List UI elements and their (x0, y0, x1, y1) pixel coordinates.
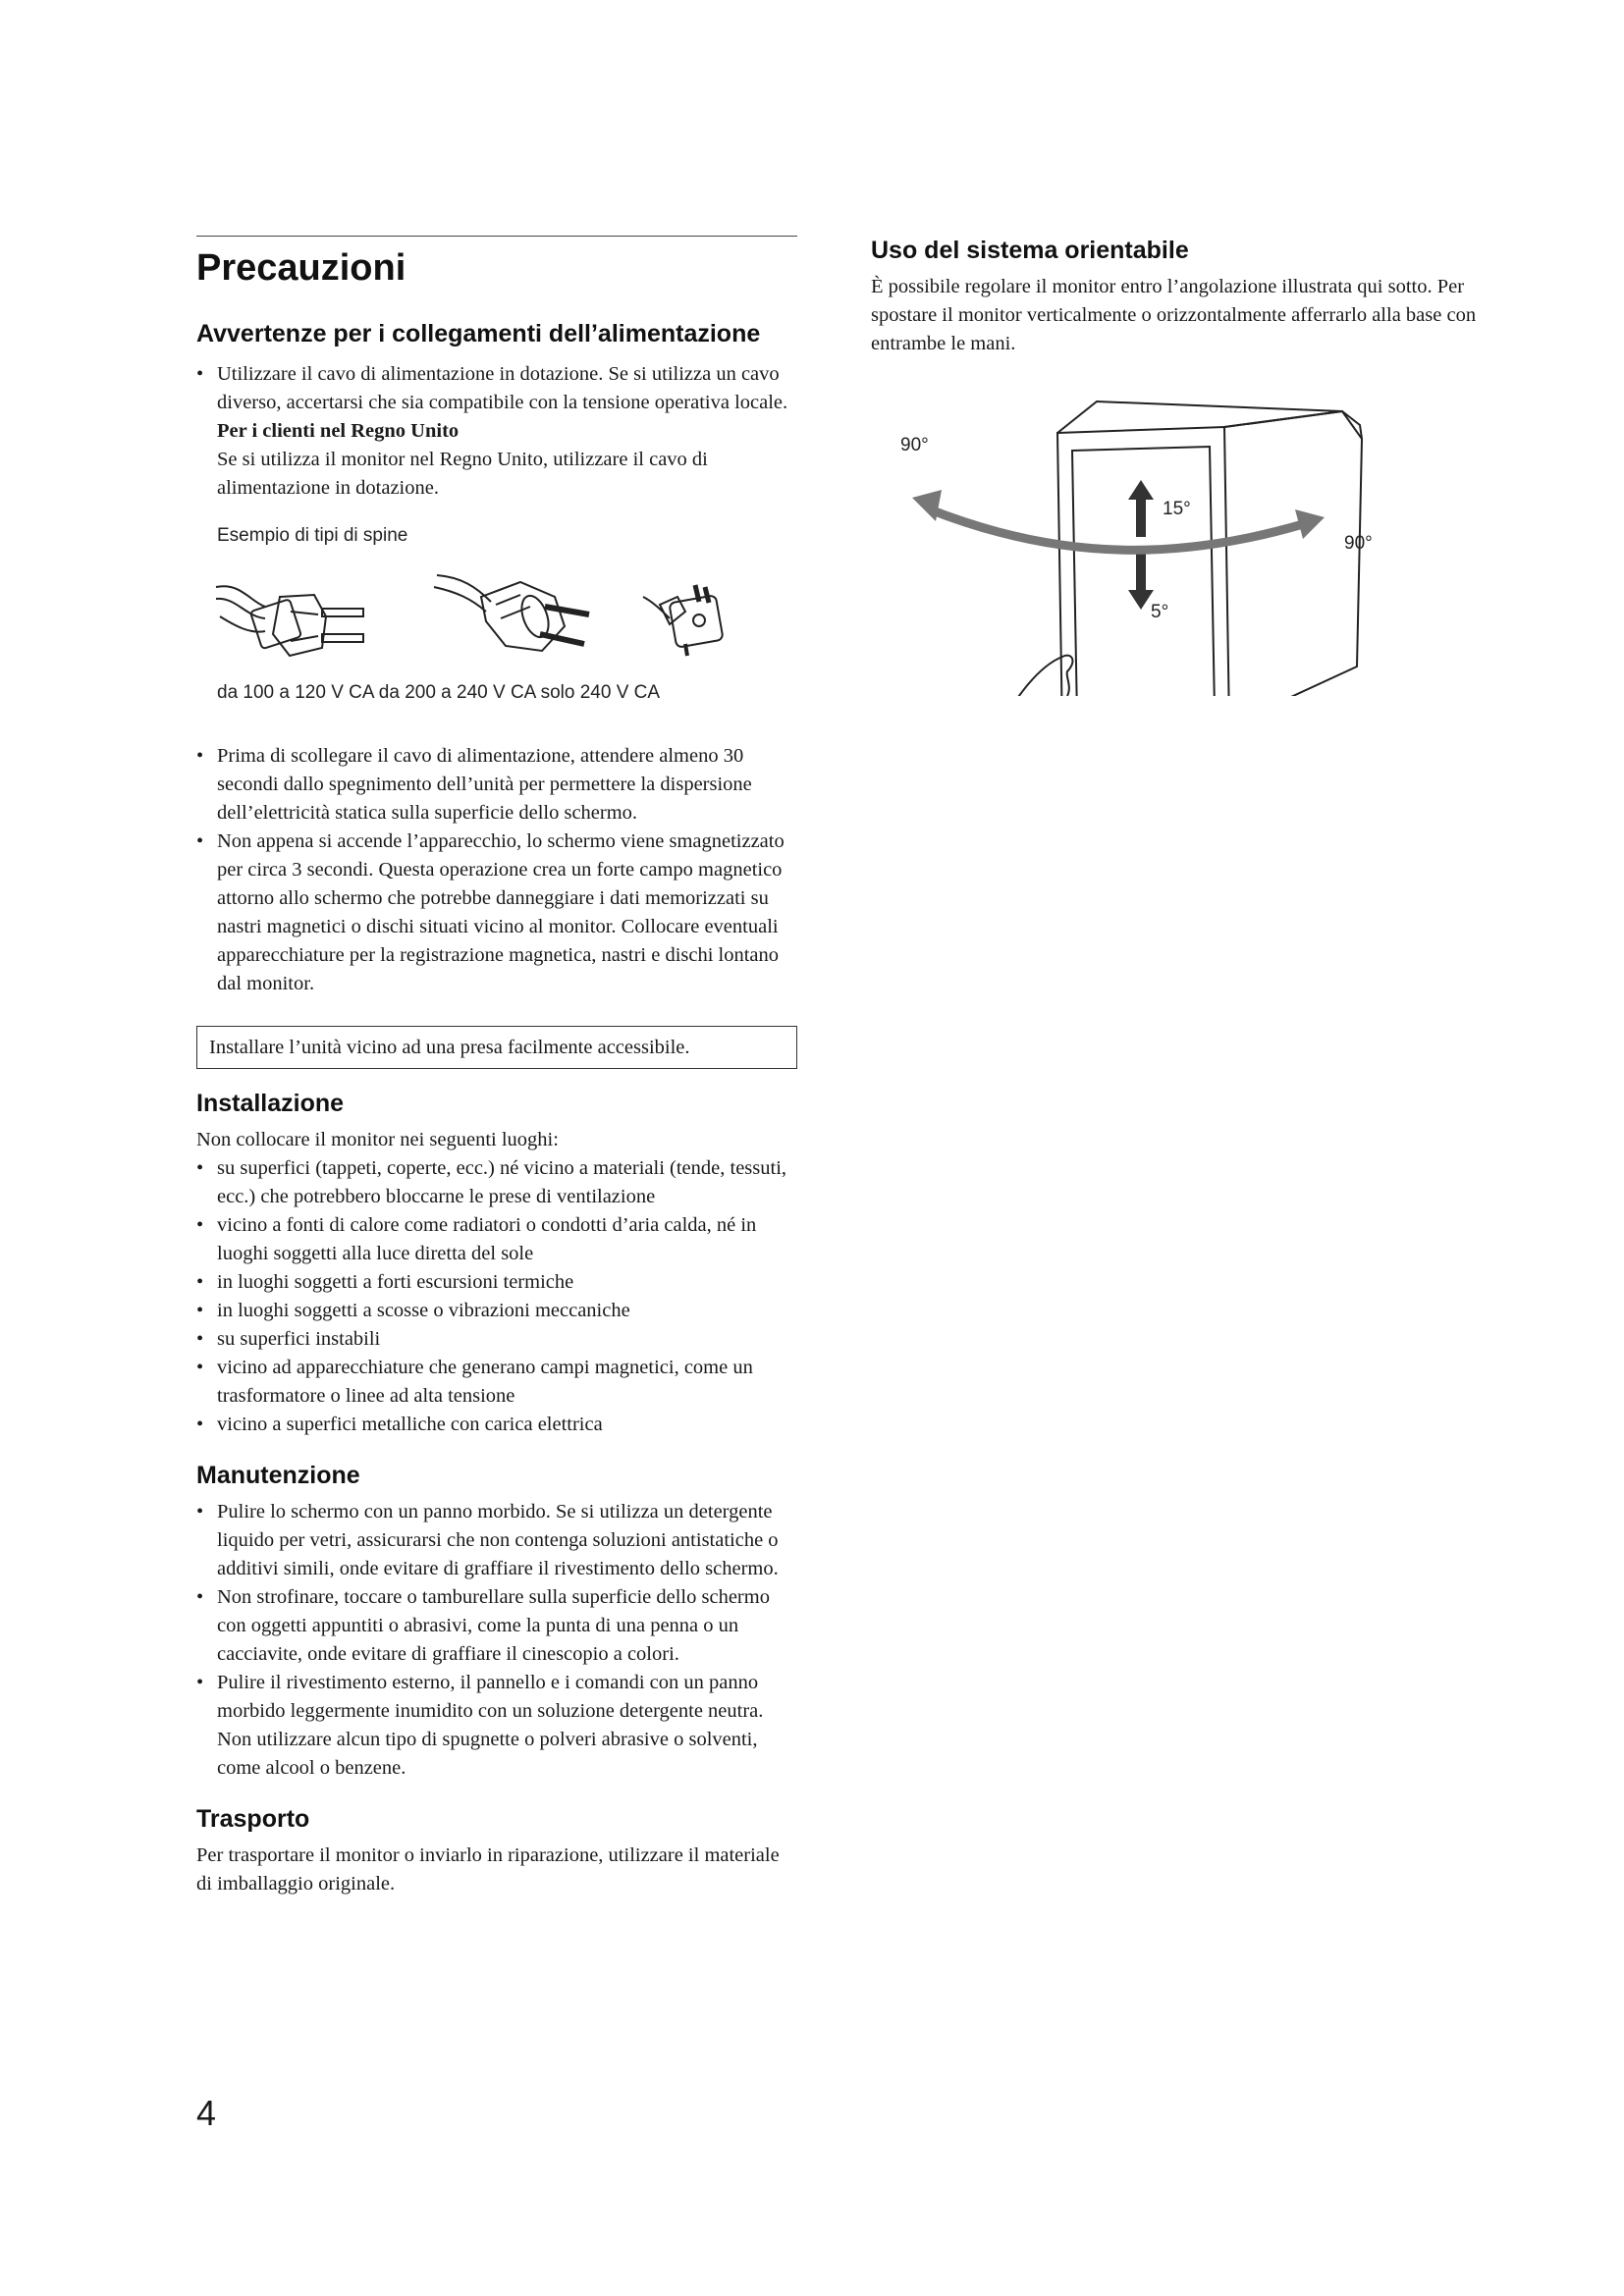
list-item: • vicino a fonti di calore come radiatori o condotti d’aria calda, né in luoghi soggetti alla luce diretta del sole (196, 1211, 797, 1268)
notice-box: Installare l’unità vicino ad una presa facilmente accessibile. (196, 1026, 797, 1069)
list-item: • in luoghi soggetti a forti escursioni termiche (196, 1268, 797, 1297)
plug-types-illustration (196, 558, 797, 675)
left-column (196, 236, 797, 1898)
power-list-2 (196, 742, 797, 998)
plug-uk-icon (643, 585, 724, 656)
list-item: • su superfici (tappeti, coperte, ecc.) né vicino a materiali (tende, tessuti, ecc.) che potrebbero bloccarne le prese di ventilazione (196, 1154, 797, 1211)
transport-text: Per trasportare il monitor o inviarlo in riparazione, utilizzare il materiale di imballaggio originale. (196, 1844, 780, 1895)
list-item: • Pulire lo schermo con un panno morbido. Se si utilizza un detergente liquido per vetri, assicurarsi che non contenga soluzioni antistatiche o additivi simili, onde evitare di graffiare il rivestimento dello schermo. (196, 1498, 797, 1583)
power-list-1 (196, 360, 797, 417)
list-item: • Non appena si accende l’apparecchio, lo schermo viene smagnetizzato per circa 3 secondi. Questa operazione crea un forte campo magnetico attorno allo schermo che potrebbe danneggiare i dati memorizzati su nastri magnetici o dischi situati vicino al monitor. Collocare eventuali apparecchiature per la registrazione magnetica, nastri e dischi lontano dal monitor. (196, 828, 797, 998)
swivel-arrow-icon (912, 490, 1325, 550)
title-rule (196, 236, 797, 237)
maintenance-list (196, 1498, 797, 1783)
angle-left-label: 90° (900, 435, 929, 455)
maintenance-heading: Manutenzione (196, 1462, 360, 1489)
tilt-text: È possibile regolare il monitor entro l’angolazione illustrata qui sotto. Per spostare il monitor verticalmente o orizzontalmente afferrarlo alla base con entrambe le mani. (871, 276, 1477, 354)
list-item: • Utilizzare il cavo di alimentazione in dotazione. Se si utilizza un cavo diverso, accertarsi che sia compatibile con la tensione operativa locale. (196, 360, 797, 417)
plug-voltage-labels: da 100 a 120 V CA da 200 a 240 V CA solo 240 V CA (217, 682, 661, 703)
list-item: • vicino ad apparecchiature che generano campi magnetici, come un trasformatore o linee ad alta tensione (196, 1354, 797, 1411)
list-item: • Non strofinare, toccare o tamburellare sulla superficie dello schermo con oggetti appuntiti o abrasivi, come la punta di una penna o un cacciavite, onde evitare di graffiare il cinescopio a colori. (196, 1583, 797, 1669)
angle-down-label: 5° (1151, 602, 1169, 622)
angle-up-label: 15° (1163, 499, 1191, 519)
installation-heading: Installazione (196, 1090, 345, 1117)
power-heading: Avvertenze per i collegamenti dell’alimentazione (196, 320, 761, 347)
plug-caption: Esempio di tipi di spine (217, 525, 408, 546)
angle-right-label: 90° (1344, 533, 1373, 554)
uk-text: Se si utilizza il monitor nel Regno Unito, utilizzare il cavo di alimentazione in dotazione. (217, 449, 708, 499)
uk-heading: Per i clienti nel Regno Unito (217, 420, 460, 442)
tilt-heading: Uso del sistema orientabile (871, 237, 1189, 264)
right-column (871, 236, 1480, 696)
page-number: 4 (196, 2093, 217, 2133)
list-item: • su superfici instabili (196, 1325, 797, 1354)
plug-us-icon (216, 586, 363, 656)
list-item: • Prima di scollegare il cavo di alimentazione, attendere almeno 30 secondi dallo spegnimento dell’unità per permettere la dispersione dell’elettricità statica sulla superficie dello schermo. (196, 742, 797, 828)
tilt-up-arrow-icon (1128, 480, 1154, 537)
monitor-tilt-illustration (871, 382, 1480, 696)
list-item: • in luoghi soggetti a scosse o vibrazioni meccaniche (196, 1297, 797, 1325)
list-item: • vicino a superfici metalliche con carica elettrica (196, 1411, 797, 1439)
page-title: Precauzioni (196, 247, 406, 289)
installation-list (196, 1154, 797, 1439)
plug-eu-icon (434, 575, 589, 651)
list-item: • Pulire il rivestimento esterno, il pannello e i comandi con un panno morbido leggermente inumidito con un soluzione detergente neutra. Non utilizzare alcun tipo di spugnette o polveri abrasive o solventi, come alcool o benzene. (196, 1669, 797, 1783)
transport-heading: Trasporto (196, 1805, 310, 1833)
installation-intro: Non collocare il monitor nei seguenti luoghi: (196, 1129, 559, 1150)
